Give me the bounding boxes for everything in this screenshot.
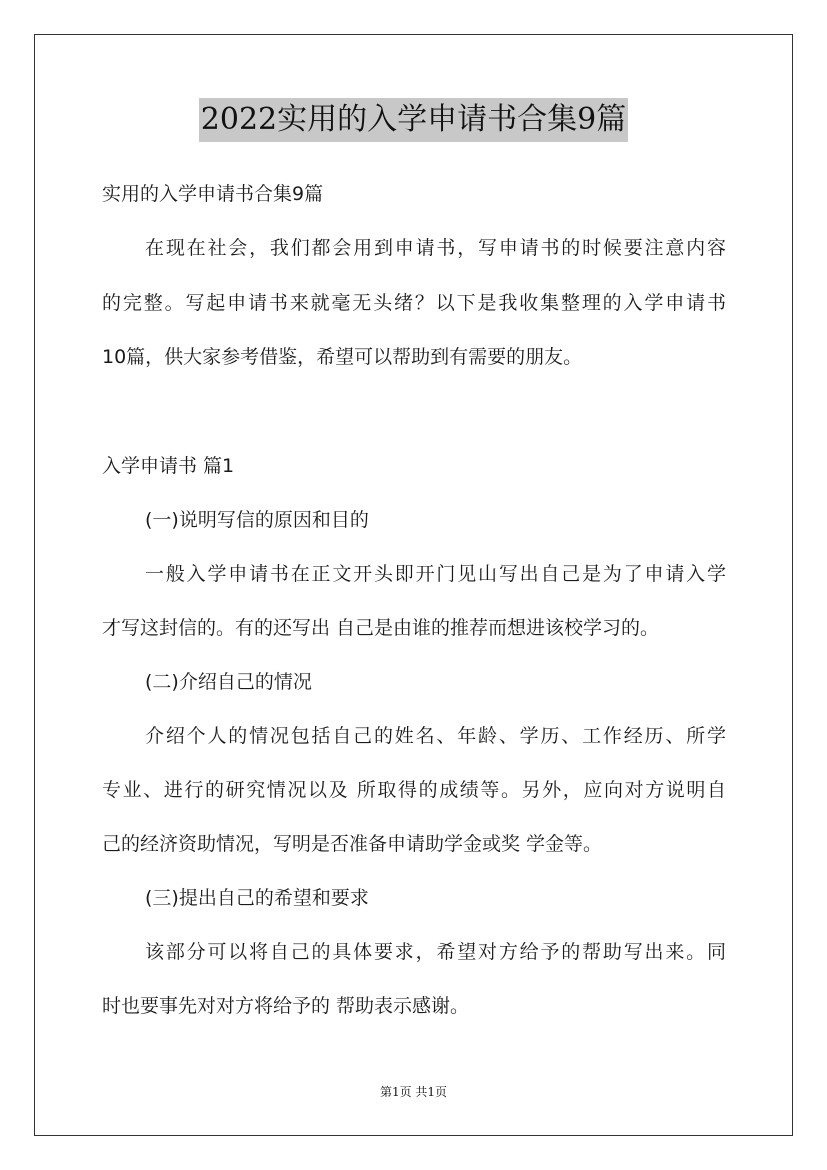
part-2-line-3: 己的经济资助情况，写明是否准备申请助学金或奖 学金等。 (102, 833, 603, 855)
part-3-heading: (三)提出自己的希望和要求 (145, 887, 369, 909)
part-2-heading: (二)介绍自己的情况 (145, 671, 312, 693)
section-heading: 入学申请书 篇1 (102, 455, 235, 477)
intro-line-3: 10篇，供大家参考借鉴，希望可以帮助到有需要的朋友。 (102, 346, 583, 368)
part-2-line-1: 介绍个人的情况包括自己的姓名、年龄、学历、工作经历、所学 (145, 725, 726, 747)
part-1-heading: (一)说明写信的原因和目的 (145, 509, 369, 531)
document-title: 2022实用的入学申请书合集9篇 (199, 98, 628, 142)
intro-line-1: 在现在社会，我们都会用到申请书，写申请书的时候要注意内容 (145, 237, 726, 259)
intro-line-2: 的完整。写起申请书来就毫无头绪？以下是我收集整理的入学申请书 (102, 292, 726, 314)
part-3-line-2: 时也要事先对对方将给予的 帮助表示感谢。 (102, 995, 470, 1017)
part-1-line-1: 一般入学申请书在正文开头即开门见山写出自己是为了申请入学 (145, 563, 726, 585)
title-container (0, 98, 827, 142)
document-subtitle: 实用的入学申请书合集9篇 (102, 183, 324, 205)
page-footer: 第1页 共1页 (379, 1085, 448, 1099)
part-1-line-2: 才写这封信的。有的还写出 自己是由谁的推荐而想进该校学习的。 (102, 617, 660, 639)
part-2-line-2: 专业、进行的研究情况以及 所取得的成绩等。另外，应向对方说明自 (102, 779, 726, 801)
part-3-line-1: 该部分可以将自己的具体要求，希望对方给予的帮助写出来。同 (145, 941, 726, 963)
